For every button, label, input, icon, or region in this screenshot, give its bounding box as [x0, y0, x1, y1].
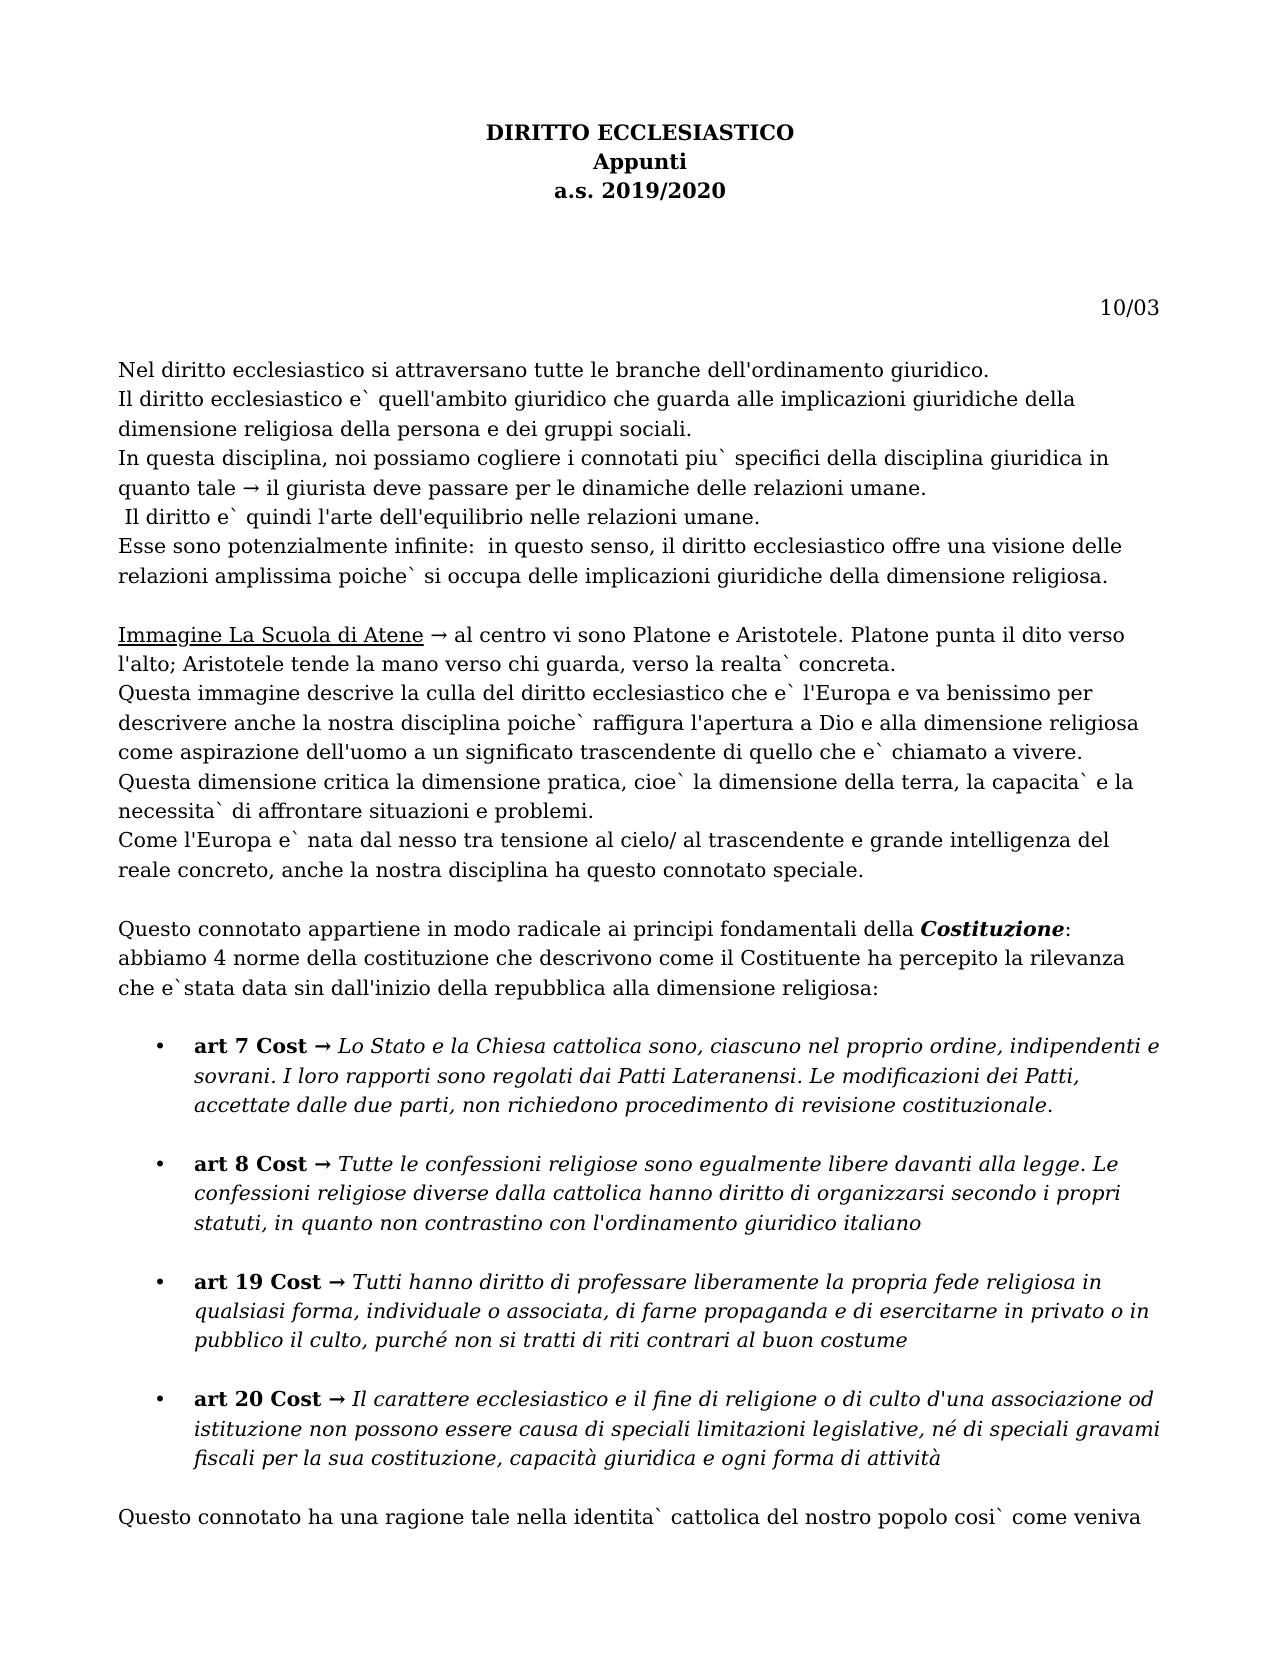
- article-label: art 19 Cost →: [194, 1269, 346, 1294]
- article-text: confessioni religiose diverse dalla cattolica hanno diritto di organizzarsi secondo i propri: [194, 1181, 1121, 1206]
- article-text: sovrani. I loro rapporti sono regolati dai Patti Lateranensi. Le modificazioni dei Patti,: [194, 1063, 1080, 1088]
- text-line: dimensione religiosa della persona e dei gruppi sociali.: [118, 416, 693, 441]
- text-line: relazioni amplissima poiche` si occupa delle implicazioni giuridiche della dimensione religiosa.: [118, 563, 1109, 588]
- document-body: [118, 356, 1178, 1532]
- text-line: abbiamo 4 norme della costituzione che descrivono come il Costituente ha percepito la rilevanza: [118, 946, 1125, 971]
- text-line: quanto tale → il giurista deve passare per le dinamiche delle relazioni umane.: [118, 475, 927, 500]
- article-text: Tutte le confessioni religiose sono egualmente libere davanti alla legge. Le: [337, 1151, 1119, 1176]
- text-line: [194, 1385, 1178, 1414]
- article-text: Il carattere ecclesiastico e il fine di religione o di culto d'una associazione od: [352, 1387, 1154, 1412]
- text-line: [118, 915, 1178, 944]
- text-span: → al centro vi sono Platone e Aristotele. Platone punta il dito verso: [423, 622, 1125, 647]
- text-span: :: [1064, 916, 1072, 941]
- article-text: qualsiasi forma, individuale o associata, di farne propaganda e di esercitarne in privato o in: [194, 1298, 1150, 1323]
- text-line: l'alto; Aristotele tende la mano verso chi guarda, verso la realta` concreta.: [118, 652, 897, 677]
- text-line: [194, 1268, 1178, 1297]
- text-line: Nel diritto ecclesiastico si attraversano tutte le branche dell'ordinamento giuridico.: [118, 358, 990, 382]
- text-line: [194, 1150, 1178, 1179]
- articles-list: [118, 1032, 1178, 1473]
- text-line: Questa immagine descrive la culla del diritto ecclesiastico che e` l'Europa e va benissimo per: [118, 681, 1093, 706]
- article-text: fiscali per la sua costituzione, capacità giuridica e ogni forma di attività: [194, 1445, 942, 1470]
- costituzione-paragraph: [118, 915, 1178, 1003]
- scuola-paragraph: [118, 621, 1178, 886]
- article-label: art 7 Cost →: [194, 1034, 332, 1059]
- article-text: pubblico il culto, purché non si tratti di riti contrari al buon costume: [194, 1328, 908, 1353]
- text-line: necessita` di affrontare situazioni e problemi.: [118, 799, 594, 824]
- intro-paragraph: [118, 356, 1178, 591]
- text-line: che e`stata data sin dall'inizio della repubblica alla dimensione religiosa:: [118, 975, 879, 1000]
- text-line: [194, 1032, 1178, 1061]
- text-line: come aspirazione dell'uomo a un significato trascendente di quello che e` chiamato a vivere.: [118, 740, 1083, 765]
- bullet-icon: •: [154, 1387, 167, 1412]
- document-title: DIRITTO ECCLESIASTICO: [485, 120, 795, 145]
- document-header: [0, 118, 1280, 205]
- article-label: art 20 Cost →: [194, 1387, 346, 1412]
- bullet-icon: •: [154, 1151, 167, 1176]
- list-item-art-8: [118, 1150, 1178, 1238]
- list-item-art-7: [118, 1032, 1178, 1120]
- list-item-art-20: [118, 1385, 1178, 1473]
- article-text: Tutti hanno diritto di professare liberamente la propria fede religiosa in: [352, 1269, 1102, 1294]
- article-label: art 8 Cost →: [194, 1151, 332, 1176]
- closing-line: Questo connotato ha una ragione tale nella identita` cattolica del nostro popolo cosi` come veniva: [118, 1504, 1142, 1529]
- text-span: Questo connotato appartiene in modo radicale ai principi fondamentali della: [118, 916, 921, 941]
- text-line: Esse sono potenzialmente infinite: in questo senso, il diritto ecclesiastico offre una visione delle: [118, 534, 1123, 559]
- text-line: In questa disciplina, noi possiamo cogliere i connotati piu` specifici della disciplina giuridica in: [118, 446, 1110, 471]
- text-line: Questa dimensione critica la dimensione pratica, cioe` la dimensione della terra, la capacita` e la: [118, 769, 1134, 794]
- article-text: istituzione non possono essere causa di speciali limitazioni legislative, né di speciali gravami: [194, 1416, 1161, 1441]
- paragraph-gap: [118, 885, 1178, 914]
- article-text: accettate dalle due parti, non richiedono procedimento di revisione costituzionale.: [194, 1093, 1054, 1118]
- article-text: Lo Stato e la Chiesa cattolica sono, ciascuno nel proprio ordine, indipendenti e: [337, 1034, 1160, 1059]
- bullet-icon: •: [154, 1034, 167, 1059]
- paragraph-gap: [118, 591, 1178, 620]
- academic-year: a.s. 2019/2020: [554, 178, 726, 203]
- lesson-date: 10/03: [1099, 296, 1160, 320]
- text-line: [118, 621, 1178, 650]
- text-line: Il diritto ecclesiastico e` quell'ambito giuridico che guarda alle implicazioni giuridiche della: [118, 387, 1076, 412]
- paragraph-gap: [118, 1003, 1178, 1032]
- document-subtitle: Appunti: [593, 149, 687, 174]
- text-line: reale concreto, anche la nostra disciplina ha questo connotato speciale.: [118, 857, 865, 882]
- list-item-art-19: [118, 1268, 1178, 1356]
- article-text: statuti, in quanto non contrastino con l'ordinamento giuridico italiano: [194, 1210, 922, 1235]
- text-line: descrivere anche la nostra disciplina poiche` raffigura l'apertura a Dio e alla dimensione religiosa: [118, 710, 1139, 735]
- text-line: Il diritto e` quindi l'arte dell'equilibrio nelle relazioni umane.: [118, 505, 761, 530]
- bullet-icon: •: [154, 1269, 167, 1294]
- scuola-atene-reference: Immagine La Scuola di Atene: [118, 622, 424, 647]
- costituzione-emphasis: Costituzione: [920, 916, 1065, 941]
- text-line: Come l'Europa e` nata dal nesso tra tensione al cielo/ al trascendente e grande intelligenza del: [118, 828, 1110, 853]
